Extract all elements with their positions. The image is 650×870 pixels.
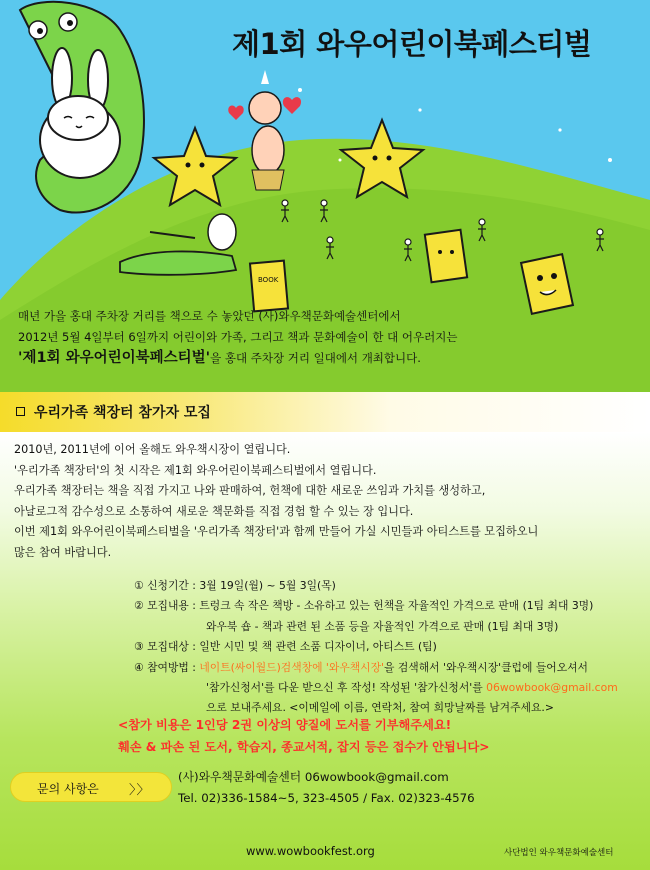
- info-method: [134, 658, 644, 678]
- info-list: [134, 576, 644, 719]
- website-link[interactable]: www.wowbookfest.org: [246, 844, 375, 858]
- intro-text: [18, 306, 638, 369]
- contact-org-email: (사)와우책문화예술센터 06wowbook@gmail.com: [178, 770, 449, 784]
- contact-label: 문의 사항은: [37, 782, 99, 796]
- method2-prefix: '참가신청서'를 다운 받으신 후 작성! 작성된 '참가신청서'를: [206, 681, 487, 695]
- info-target: ③ 모집대상 : 일반 시민 및 책 관련 소품 디자이너, 아티스트 (팀): [134, 640, 437, 654]
- notice: [118, 714, 638, 758]
- footer-org: 사단법인 와우책문화예술센터: [504, 848, 614, 858]
- description-line: 2010년, 2011년에 이어 올해도 와우책시장이 열립니다.: [14, 443, 291, 456]
- search-keyword: 네이트(싸이월드)검색창에 '와우책시장': [199, 660, 385, 674]
- section-title: 우리가족 책장터 참가자 모집: [34, 405, 211, 421]
- section-banner: [0, 392, 650, 432]
- contact-phone: Tel. 02)336-1584~5, 323-4505 / Fax. 02)323-4576: [178, 791, 475, 805]
- intro-line-rest: 을 홍대 주차장 거리 일대에서 개최합니다.: [210, 351, 421, 365]
- description-line: 우리가족 책장터는 책을 직접 가지고 나와 판매하여, 헌책에 대한 새로운 쓰임과 가치를 생성하고,: [14, 484, 486, 498]
- info-method-2: [134, 678, 644, 698]
- description-line: '우리가족 책장터'의 첫 시작은 제1회 와우어린이북페스티벌에서 열립니다.: [14, 463, 377, 477]
- description-line: 많은 참여 바랍니다.: [14, 545, 112, 559]
- intro-line: 2012년 5월 4일부터 6일까지 어린이와 가족, 그리고 책과 문화예술이 한 대 어우러지는: [18, 330, 458, 344]
- festival-name: '제1회 와우어린이북페스티벌': [18, 350, 211, 366]
- book-figure-middle: [425, 230, 467, 283]
- page-title: 제1회 와우어린이북페스티벌: [232, 27, 592, 61]
- description-line: 이번 제1회 와우어린이북페스티벌을 '우리가족 책장터'과 함께 만들어 가실 시민들과 아티스트를 모집하오니: [14, 525, 539, 539]
- info-period: ① 신청기간 : 3월 19일(월) ~ 5월 3일(목): [134, 579, 336, 592]
- info-method-3: 으로 보내주세요. <이메일에 이름, 연락처, 참여 희망날짜를 남겨주세요.>: [206, 701, 554, 715]
- contact-info: [178, 767, 638, 809]
- method-rest: 을 검색해서 '와우책시장'클럽에 들어오셔서: [384, 660, 588, 674]
- description: [14, 440, 634, 564]
- svg-text:BOOK: BOOK: [258, 276, 279, 284]
- contact-button[interactable]: [10, 772, 172, 802]
- intro-line: [18, 348, 638, 369]
- method-prefix: ④ 참여방법 :: [134, 660, 200, 674]
- square-bullet-icon: [16, 407, 25, 416]
- email-link[interactable]: 06wowbook@gmail.com: [486, 681, 618, 695]
- notice-line: 훼손 & 파손 된 도서, 학습지, 종교서적, 잡지 등은 접수가 안됩니다>: [118, 740, 490, 754]
- double-chevron-right-icon: 〉〉: [129, 783, 151, 798]
- hero-illustration: [0, 0, 650, 400]
- info-content-2: 와우북 숍 - 책과 관련 된 소품 등을 자율적인 가격으로 판매 (1팀 최대 3명): [206, 619, 559, 633]
- notice-line: <참가 비용은 1인당 2권 이상의 양질에 도서를 기부해주세요!: [118, 718, 452, 732]
- description-line: 아날로그적 감수성으로 소통하여 새로운 책문화를 직접 경험 할 수 있는 장 입니다.: [14, 504, 414, 518]
- intro-line: 매년 가을 홍대 주차장 거리를 책으로 수 놓았던 (사)와우책문화예술센터에서: [18, 309, 401, 323]
- main-content: [0, 432, 650, 870]
- book-figure-left: [250, 261, 288, 312]
- info-content: ② 모집내용 : 트렁크 속 작은 책방 - 소유하고 있는 헌책을 자율적인 가격으로 판매 (1팀 최대 3명): [134, 599, 594, 613]
